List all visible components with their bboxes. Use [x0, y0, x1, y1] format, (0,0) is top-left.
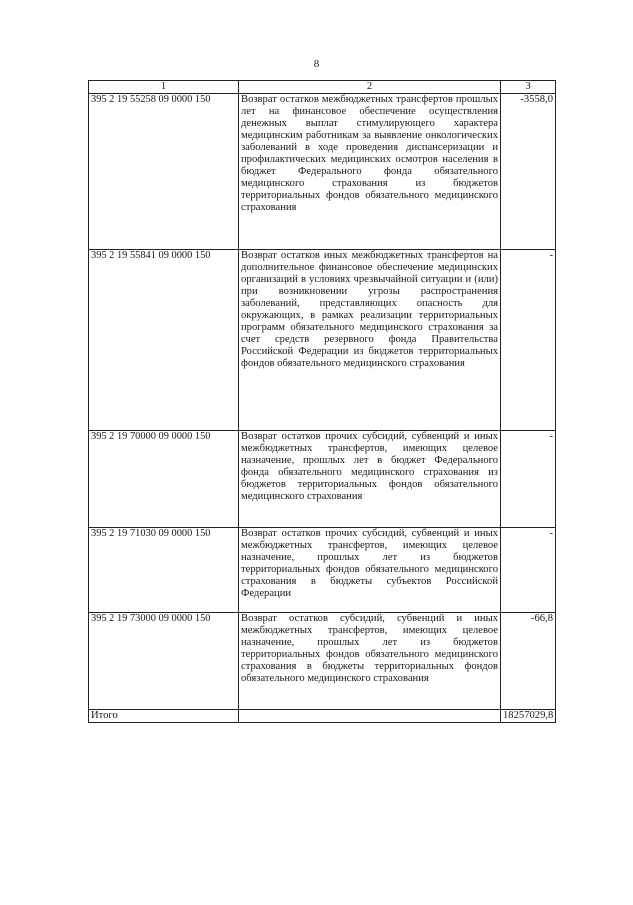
- total-empty-cell: [239, 710, 501, 723]
- table-row: [89, 94, 556, 250]
- description-cell: Возврат остатков субсидий, субвенций и иных межбюджетных трансфертов, имеющих целевое назначение, прошлых лет из бюджетов территориальных фондов обязательного медицинского страхования в бюджеты территориальных фондов обязательного медицинского страхования: [239, 613, 501, 710]
- total-label: Итого: [89, 710, 239, 723]
- column-header-1: 1: [89, 81, 239, 94]
- table-row: [89, 528, 556, 613]
- total-row: [89, 710, 556, 723]
- budget-code-cell: 395 2 19 73000 09 0000 150: [89, 613, 239, 710]
- budget-code-cell: 395 2 19 55258 09 0000 150: [89, 94, 239, 250]
- table-row: [89, 613, 556, 710]
- table-row: [89, 431, 556, 528]
- column-header-3: 3: [501, 81, 556, 94]
- budget-code-cell: 395 2 19 55841 09 0000 150: [89, 250, 239, 431]
- amount-cell: -: [501, 431, 556, 528]
- page-number: 8: [313, 58, 320, 70]
- description-cell: Возврат остатков прочих субсидий, субвенций и иных межбюджетных трансфертов, имеющих целевое назначение, прошлых лет в бюджет Федерального фонда обязательного медицинского страхования из бюджетов территориальных фондов обязательного медицинского страхования: [239, 431, 501, 528]
- budget-code-cell: 395 2 19 71030 09 0000 150: [89, 528, 239, 613]
- table-header-row: [89, 81, 556, 94]
- description-cell: Возврат остатков иных межбюджетных трансфертов на дополнительное финансовое обеспечение медицинских организаций в условиях чрезвычайной ситуации и (или) при возникновении угрозы распространения заболеваний, представляющих опасность для окружающих, в рамках реализации территориальных программ обязательного медицинского страхования за счет средств резервного фонда Правительства Российской Федерации из бюджетов территориальных фондов обязательного медицинского страхования: [239, 250, 501, 431]
- amount-cell: -66,8: [501, 613, 556, 710]
- amount-cell: -: [501, 528, 556, 613]
- budget-table: [88, 80, 556, 723]
- budget-code-cell: 395 2 19 70000 09 0000 150: [89, 431, 239, 528]
- description-cell: Возврат остатков межбюджетных трансфертов прошлых лет на финансовое обеспечение осуществления денежных выплат стимулирующего характера медицинским работникам за выявление онкологических заболеваний в ходе проведения диспансеризации и профилактических медицинских осмотров населения в бюджет Федерального фонда обязательного медицинского страхования из бюджетов территориальных фондов обязательного медицинского страхования: [239, 94, 501, 250]
- description-cell: Возврат остатков прочих субсидий, субвенций и иных межбюджетных трансфертов, имеющих целевое назначение, прошлых лет из бюджетов территориальных фондов обязательного медицинского страхования в бюджеты субъектов Российской Федерации: [239, 528, 501, 613]
- amount-cell: -: [501, 250, 556, 431]
- total-amount: 18257029,8: [501, 710, 556, 723]
- column-header-2: 2: [239, 81, 501, 94]
- amount-cell: -3558,0: [501, 94, 556, 250]
- table-row: [89, 250, 556, 431]
